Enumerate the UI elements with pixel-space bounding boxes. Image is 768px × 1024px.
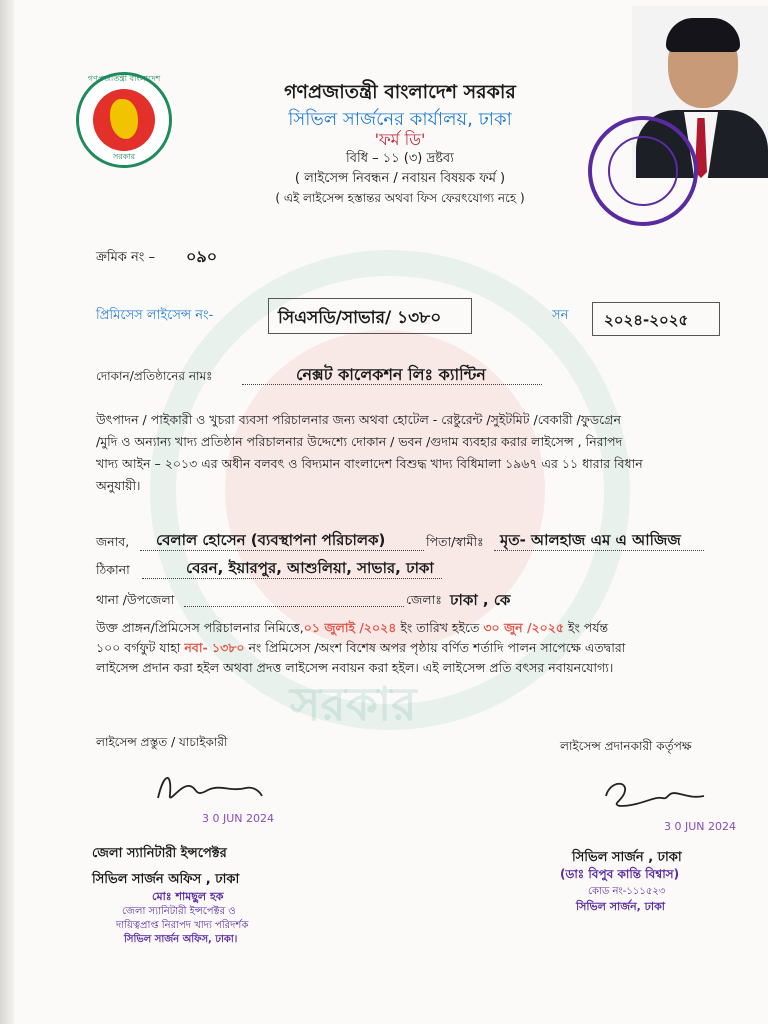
district-value: ঢাকা , কে: [450, 591, 511, 609]
issuer-office: সিভিল সার্জন, ঢাকা: [576, 900, 665, 913]
validity-text-a2: ইং তারিখ হইতে: [400, 620, 480, 635]
watermark-text: সরকার: [290, 677, 417, 731]
new-number: নবা- ১৩৮০: [184, 640, 245, 655]
rule-reference: বিধি – ১১ (৩) দ্রষ্টব্য: [346, 151, 454, 166]
validity-text-a3: ইং পর্যন্ত: [568, 620, 609, 635]
thana-dotline: [184, 606, 404, 607]
seal-text-bottom: সরকার: [112, 152, 135, 161]
preparer-name: মোঃ শামছুল হক: [152, 890, 224, 903]
thana-label: থানা /উপজেলা: [96, 592, 175, 607]
issuer-signature-icon: [600, 776, 710, 812]
government-seal-icon: [76, 72, 172, 168]
preparer-date-stamp: 3 0 JUN 2024: [202, 812, 275, 825]
form-type: ( লাইসেন্স নিবন্ধন / নবায়ন বিষয়ক ফর্ম ): [294, 171, 506, 186]
valid-from: ০১ জুলাই /২০২৪: [303, 620, 397, 635]
holder-label: জনাব,: [96, 534, 130, 549]
preparer-line-3: সিভিল সার্জন অফিস, ঢাকা।: [124, 934, 238, 945]
purpose-line-2: /মুদি ও অন্যান্য খাদ্য প্রতিষ্ঠান পরিচালনার উদ্দেশ্যে দোকান / ভবন /গুদাম ব্যবহার করার লাইসেন্স , নিরাপদ: [96, 434, 623, 449]
office-title: সিভিল সার্জনের কার্যালয়, ঢাকা: [288, 109, 512, 130]
license-year: ২০২৪-২০২৫: [604, 311, 689, 329]
office-stamp-icon: [588, 116, 698, 226]
valid-to: ৩০ জুন /২০২৫: [483, 620, 565, 635]
purpose-line-4: অনুযায়ী।: [96, 478, 141, 493]
govt-title: গণপ্রজাতন্ত্রী বাংলাদেশ সরকার: [284, 81, 516, 103]
non-transferable-note: ( এই লাইসেন্স হস্তান্তর অথবা ফিস ফেরৎযোগ্য নহে ): [275, 191, 525, 205]
validity-text-b1: ১০০ বর্গফুট যাহা: [96, 640, 181, 655]
issuer-code: কোড নং-১১১৫২৩: [588, 886, 666, 897]
issuer-role: লাইসেন্স প্রদানকারী কর্তৃপক্ষ: [560, 739, 692, 753]
holder-name: বেলাল হোসেন (ব্যবস্থাপনা পরিচালক): [156, 531, 386, 549]
form-title: 'ফর্ম ডি': [374, 130, 426, 149]
seal-text-top: গণপ্রজাতন্ত্রী বাংলাদেশ: [87, 74, 161, 83]
license-label: প্রিমিসেস লাইসেন্স নং-: [96, 308, 214, 323]
father-name: মৃত- আলহাজ এম এ আজিজ: [500, 531, 681, 549]
purpose-line-1: উৎপাদন / পাইকারী ও খুচরা ব্যবসা পরিচালনার জন্য অথবা হোটেল - রেষ্টুরেন্ট /সুইটমিট /বেকারী /ফুডগ্রেন: [96, 412, 621, 427]
preparer-title-1: জেলা স্যানিটারী ইন্সপেক্টর: [92, 846, 227, 861]
validity-text-a1: উক্ত প্রাঙ্গন/প্রিমিসেস পরিচালনার নিমিত্তে,: [96, 620, 304, 635]
validity-text-c1: লাইসেন্স প্রদান করা হইল অথবা প্রদত্ত লাইসেন্স নবায়ন করা হইল। এই লাইসেন্স প্রতি বৎসর নবায়নযোগ্য।: [96, 660, 614, 675]
shop-name: নেক্সট কালেকশন লিঃ ক্যান্টিন: [296, 365, 486, 384]
year-label: সন: [552, 308, 569, 323]
preparer-line-2: দায়িত্বপ্রাপ্ত নিরাপদ খাদ্য পরিদর্শক: [116, 920, 249, 931]
shop-label: দোকান/প্রতিষ্ঠানের নামঃ: [96, 369, 213, 383]
issuer-name: (ডাঃ বিপুব কান্তি বিশ্বাস): [560, 867, 680, 881]
bangladesh-map-icon: [110, 99, 138, 139]
serial-value: ০৯০: [186, 247, 218, 266]
serial-label: ক্রমিক নং –: [96, 250, 156, 265]
preparer-signature-icon: [150, 766, 270, 810]
seal-red-disc: [93, 89, 155, 151]
preparer-title-2: সিভিল সার্জন অফিস , ঢাকা: [92, 872, 240, 887]
district-label: জেলাঃ: [406, 592, 442, 607]
issuer-title: সিভিল সার্জন , ঢাকা: [572, 850, 682, 865]
address-value: বেরন, ইয়ারপুর, আশুলিয়া, সাভার, ঢাকা: [186, 559, 434, 577]
preparer-line-1: জেলা স্যানিটারী ইন্সপেক্টর ও: [122, 906, 236, 917]
purpose-line-3: খাদ্য আইন – ২০১৩ এর অধীন বলবৎ ও বিদ্যমান বাংলাদেশ বিশুদ্ধ খাদ্য বিধিমালা ১৯৬৭ এর ১১ ধারার বিধান: [96, 456, 643, 471]
father-label: পিতা/স্বামীঃ: [426, 534, 484, 549]
validity-text-b2: নং প্রিমিসেস /অংশ বিশেষ অপর পৃষ্ঠায় বর্ণিত শর্তাদি পালন সাপেক্ষে এতদ্বারা: [248, 640, 626, 655]
license-number: সিএসডি/সাভার/ ১৩৮০: [278, 308, 442, 328]
preparer-role: লাইসেন্স প্রস্তুত / যাচাইকারী: [96, 735, 228, 749]
page-edge: [0, 0, 14, 1024]
issuer-date-stamp: 3 0 JUN 2024: [664, 820, 737, 833]
address-label: ঠিকানা: [96, 562, 130, 577]
